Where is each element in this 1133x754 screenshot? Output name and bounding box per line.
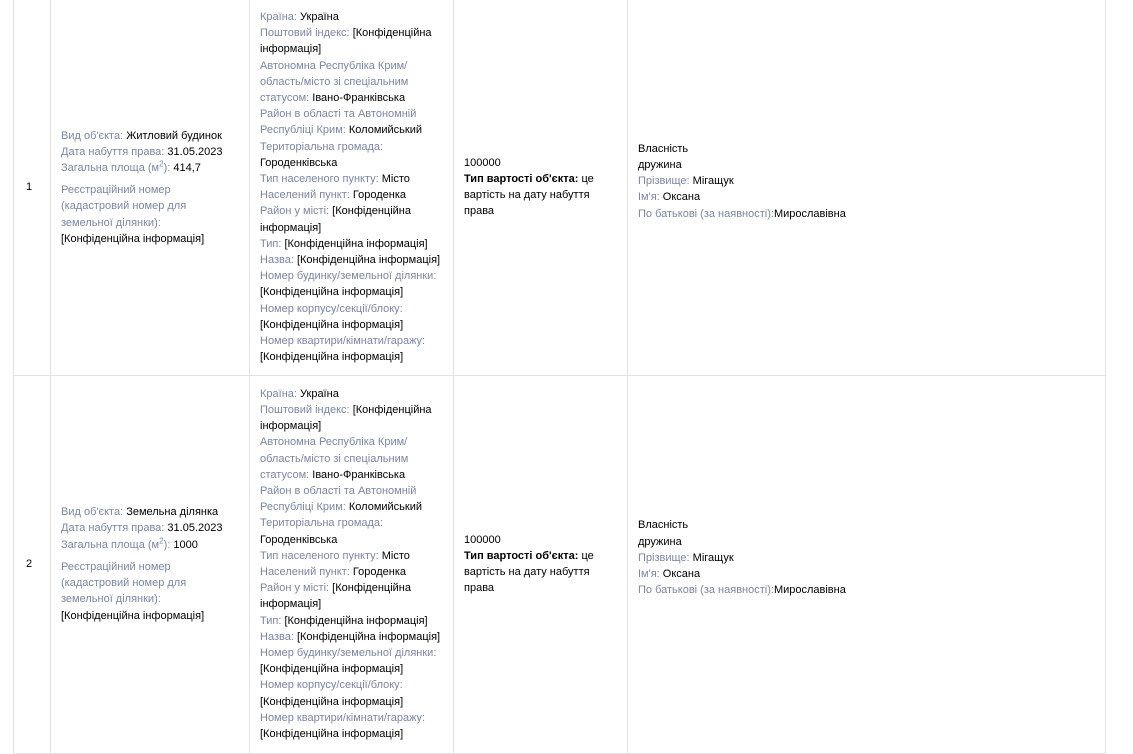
cost-type-label: Тип вартості об'єкта: <box>464 173 579 186</box>
settlement-label: Населений пункт: <box>260 189 350 202</box>
district-value: Коломийський <box>348 124 423 137</box>
postal-value: [Конфіденційна інформація] <box>260 27 432 56</box>
settlement-type-label: Тип населеного пункту: <box>260 173 379 186</box>
cost-type-value: це вартість на дату набуття права <box>464 173 594 218</box>
property-table <box>13 0 1106 754</box>
area-value: 414,7 <box>173 161 201 174</box>
country-value: Україна <box>300 11 339 24</box>
surname-label: Прізвище: <box>638 175 690 188</box>
address-cell <box>250 0 454 375</box>
table-row <box>14 375 1106 753</box>
area-label: Загальна площа $(м^2)$: <box>61 159 171 174</box>
acquisition-date-value: 31.05.2023 <box>167 522 223 535</box>
object-type-value: Земельна ділянка <box>126 506 219 519</box>
street-type-label: Тип: <box>260 237 282 250</box>
object-cell <box>51 0 250 375</box>
registration-number-value: [Конфіденційна інформація] <box>61 232 205 245</box>
settlement-type-value: Місто <box>381 549 410 562</box>
cost-amount: 100000 <box>464 533 501 546</box>
owner-cell <box>628 375 1106 753</box>
cost-amount: 100000 <box>464 156 501 169</box>
street-name-label: Назва: <box>260 630 294 643</box>
ownership-right: Власність <box>638 142 689 155</box>
city-district-value: [Конфіденційна інформація] <box>260 582 411 611</box>
acquisition-date-label: Дата набуття права: <box>61 522 165 535</box>
settlement-label: Населений пункт: <box>260 566 350 578</box>
district-label: Район в області та Автономній Республіці Крим: <box>260 108 417 137</box>
cost-cell <box>454 0 628 375</box>
settlement-type-value: Місто <box>381 173 410 186</box>
country-label: Країна: <box>260 387 297 400</box>
country-value: Україна <box>300 387 339 400</box>
object-cell <box>51 375 250 753</box>
block-number-label: Номер корпусу/секції/блоку: <box>260 302 403 315</box>
apartment-number-label: Номер квартири/кімнати/гаражу: <box>260 711 426 724</box>
owner-cell <box>628 0 1106 375</box>
area-value: 1000 <box>173 538 198 551</box>
region-label: Автономна Республіка Крим/ область/місто зі спеціальним статусом: <box>260 59 409 105</box>
house-number-label: Номер будинку/земельної ділянки: <box>260 647 437 660</box>
house-number-value: [Конфіденційна інформація] <box>260 286 404 299</box>
apartment-number-value: [Конфіденційна інформація] <box>260 351 404 364</box>
acquisition-date-value: 31.05.2023 <box>167 145 223 158</box>
region-value: Івано-Франківська <box>312 92 406 105</box>
row-number: 1 <box>14 0 51 375</box>
city-district-label: Район у місті: <box>260 582 330 595</box>
registration-number-label: Реєстраційний номер (кадастровий номер для земельної ділянки): <box>61 560 187 606</box>
street-type-label: Тип: <box>260 614 282 627</box>
right-margin-strip <box>1105 0 1133 747</box>
country-label: Країна: <box>260 11 297 24</box>
owner-relation: дружина <box>638 535 682 548</box>
cost-type-label: Тип вартості об'єкта: <box>464 549 579 562</box>
cost-type-value: це вартість на дату набуття права <box>464 549 594 595</box>
apartment-number-value: [Конфіденційна інформація] <box>260 728 404 741</box>
apartment-number-label: Номер квартири/кімнати/гаражу: <box>260 335 426 348</box>
settlement-value: Городенка <box>352 189 407 202</box>
street-type-value: [Конфіденційна інформація] <box>284 237 428 250</box>
patronymic-value: Мирославівна <box>773 584 846 597</box>
postal-value: [Конфіденційна інформація] <box>260 403 432 433</box>
registration-number-label: Реєстраційний номер (кадастровий номер для земельної ділянки): <box>61 184 187 229</box>
community-label: Територіальна громада: <box>260 517 384 530</box>
object-type-value: Житловий будинок <box>126 129 222 142</box>
acquisition-date-label: Дата набуття права: <box>61 145 165 158</box>
patronymic-label: По батькові (за наявності): <box>638 584 774 597</box>
street-type-value: [Конфіденційна інформація] <box>284 614 428 627</box>
block-number-label: Номер корпусу/секції/блоку: <box>260 679 403 692</box>
first-name-value: Оксана <box>662 191 701 204</box>
community-label: Територіальна громада: <box>260 140 384 153</box>
surname-label: Прізвище: <box>638 551 690 564</box>
settlement-type-label: Тип населеного пункту: <box>260 549 379 562</box>
postal-label: Поштовий індекс: <box>260 27 350 40</box>
area-label: Загальна площа $(м^2)$: <box>61 536 171 551</box>
object-type-label: Вид об'єкта: <box>61 129 124 142</box>
postal-label: Поштовий індекс: <box>260 403 350 416</box>
community-value: Городенківська <box>260 156 338 169</box>
table-row <box>14 0 1106 375</box>
patronymic-label: По батькові (за наявності): <box>638 207 774 220</box>
street-name-value: [Конфіденційна інформація] <box>296 254 441 267</box>
first-name-label: Ім'я: <box>638 568 660 581</box>
community-value: Городенківська <box>260 533 338 546</box>
address-cell <box>250 375 454 753</box>
registration-number-value: [Конфіденційна інформація] <box>61 609 205 622</box>
city-district-label: Район у місті: <box>260 205 330 218</box>
owner-relation: дружина <box>638 158 682 171</box>
district-label: Район в області та Автономній Республіці Крим: <box>260 484 417 514</box>
city-district-value: [Конфіденційна інформація] <box>260 205 411 234</box>
object-type-label: Вид об'єкта: <box>61 506 124 519</box>
house-number-label: Номер будинку/земельної ділянки: <box>260 270 437 283</box>
ownership-right: Власність <box>638 519 689 532</box>
block-number-value: [Конфіденційна інформація] <box>260 695 404 708</box>
region-label: Автономна Республіка Крим/ область/місто зі спеціальним статусом: <box>260 436 409 481</box>
block-number-value: [Конфіденційна інформація] <box>260 318 404 331</box>
row-number: 2 <box>14 375 51 753</box>
region-value: Івано-Франківська <box>312 468 406 481</box>
settlement-value: Городенка <box>352 566 407 578</box>
district-value: Коломийський <box>348 501 423 514</box>
street-name-label: Назва: <box>260 254 294 267</box>
first-name-label: Ім'я: <box>638 191 660 204</box>
surname-value: Мігащук <box>692 175 734 188</box>
first-name-value: Оксана <box>662 568 701 581</box>
street-name-value: [Конфіденційна інформація] <box>296 630 441 643</box>
patronymic-value: Мирославівна <box>773 207 846 220</box>
cost-cell <box>454 375 628 753</box>
surname-value: Мігащук <box>692 551 734 564</box>
house-number-value: [Конфіденційна інформація] <box>260 663 404 676</box>
